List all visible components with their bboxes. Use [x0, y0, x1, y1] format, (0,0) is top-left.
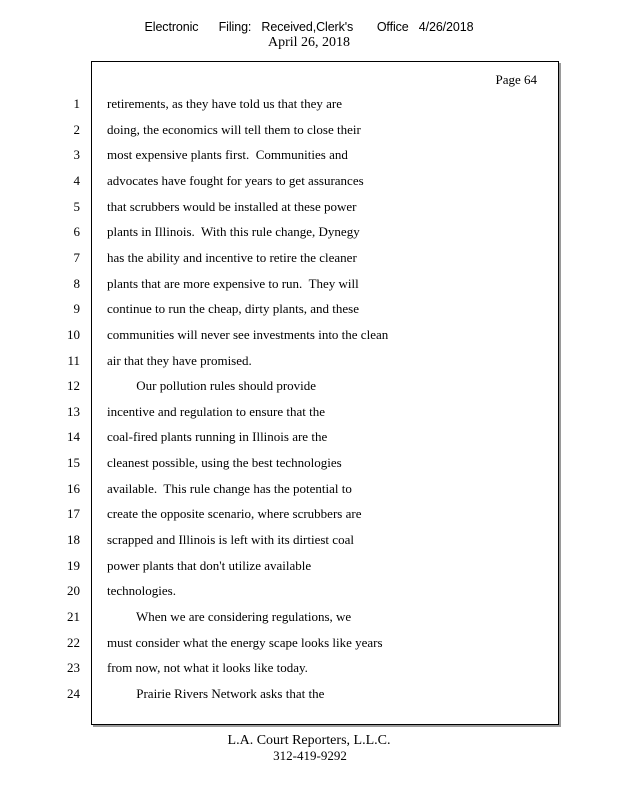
transcript-line: from now, not what it looks like today. [107, 660, 308, 675]
line-number: 4 [73, 173, 80, 188]
transcript-line: advocates have fought for years to get assurances [107, 173, 364, 188]
line-number: 23 [67, 660, 80, 675]
transcript-line: When we are considering regulations, we [107, 609, 352, 624]
transcript-line: available. This rule change has the potential to [107, 481, 352, 496]
line-number: 8 [73, 276, 80, 291]
transcript-line: communities will never see investments into the clean [107, 327, 389, 342]
transcript-line: incentive and regulation to ensure that the [107, 404, 326, 419]
line-number: 20 [67, 583, 80, 598]
transcript-line: cleanest possible, using the best technologies [107, 455, 342, 470]
transcript-line: coal-fired plants running in Illinois are the [107, 429, 328, 444]
line-number: 12 [67, 378, 80, 393]
footer-company: L.A. Court Reporters, L.L.C. [227, 733, 391, 748]
transcript-line: scrapped and Illinois is left with its dirtiest coal [107, 532, 354, 547]
transcript-line: Our pollution rules should provide [107, 378, 317, 393]
line-number: 2 [73, 122, 80, 137]
line-number: 16 [67, 481, 80, 496]
line-number: 3 [73, 147, 80, 162]
line-number: 19 [67, 558, 80, 573]
transcript-line: must consider what the energy scape looks like years [107, 635, 383, 650]
line-number: 14 [67, 429, 80, 444]
line-number: 10 [67, 327, 80, 342]
transcript-line: most expensive plants first. Communities and [107, 147, 348, 162]
page-number: Page 64 [495, 72, 537, 87]
transcript-line: that scrubbers would be installed at these power [107, 199, 357, 214]
line-number: 6 [73, 224, 80, 239]
filing-stamp: Electronic Filing: Received,Clerk's Office 4/26/2018 [144, 20, 474, 34]
transcript-line: technologies. [107, 583, 176, 598]
line-number: 11 [67, 353, 80, 368]
transcript-line: has the ability and incentive to retire the cleaner [107, 250, 357, 265]
transcript-line: plants in Illinois. With this rule change, Dynegy [107, 224, 360, 239]
line-number: 15 [67, 455, 80, 470]
transcript-line: plants that are more expensive to run. They will [107, 276, 359, 291]
line-number: 9 [73, 301, 80, 316]
filing-date: April 26, 2018 [267, 35, 351, 50]
line-number: 13 [67, 404, 80, 419]
line-number: 5 [73, 199, 80, 214]
line-number: 21 [67, 609, 80, 624]
transcript-line: retirements, as they have told us that they are [107, 96, 343, 111]
transcript-line: Prairie Rivers Network asks that the [107, 686, 325, 701]
line-number: 17 [67, 506, 80, 521]
transcript-line: air that they have promised. [107, 353, 252, 368]
transcript-line: continue to run the cheap, dirty plants, and these [107, 301, 359, 316]
line-number: 24 [67, 686, 80, 701]
line-number: 22 [67, 635, 80, 650]
transcript-line: create the opposite scenario, where scrubbers are [107, 506, 362, 521]
line-number: 7 [73, 250, 80, 265]
line-number: 18 [67, 532, 80, 547]
footer-phone: 312-419-9292 [273, 748, 347, 763]
transcript-line: doing, the economics will tell them to close their [107, 122, 361, 137]
transcript-line: power plants that don't utilize available [107, 558, 312, 573]
line-number: 1 [73, 96, 80, 111]
